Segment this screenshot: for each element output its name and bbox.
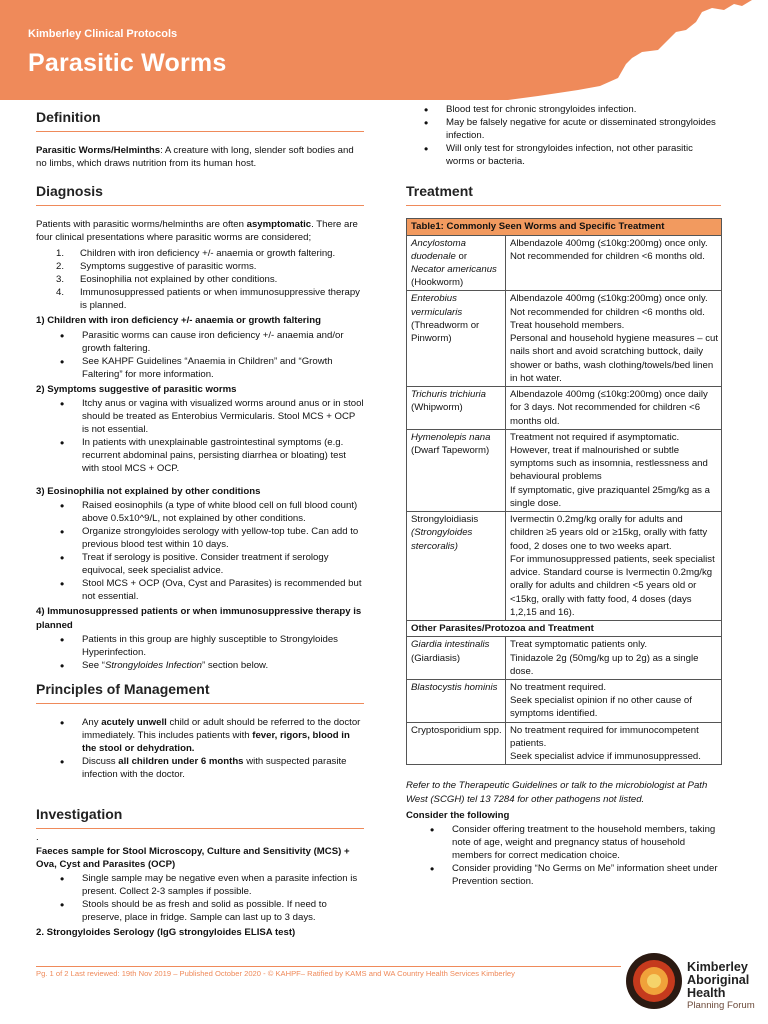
table-row: Ancylostoma duodenale or Necator americanus (Hookworm) Albendazole 400mg (≤10kg:200mg) once only. Not recommended for children <6 months old. [407, 235, 722, 291]
list-item: • See KAHPF Guidelines “Anaemia in Children” and “Growth Faltering” for more information. [58, 355, 364, 381]
principles-heading: Principles of Management [36, 674, 364, 704]
table-subtitle: Other Parasites/Protozoa and Treatment [407, 621, 722, 637]
kimberley-map-silhouette [508, 0, 768, 100]
diagnosis-list-2 [58, 397, 364, 475]
table-row: Strongyloidiasis (Strongyloides stercoralis) Ivermectin 0.2mg/kg orally for adults and children ≥5 years old or ≥15kg, orally with fatty food, 2 doses one to two weeks apart. For immunosuppressed patients, seek specialist advice. Standard course is Ivermectin 0.2mg/kg orally for adults and children <5 years old or <15kg, orally with fatty food, 4 doses (days 1,2,15 and 16). [407, 512, 722, 621]
treatment-cell: No treatment required. Seek specialist opinion if no other cause of symptoms identified. [506, 680, 722, 723]
definition-text: Parasitic Worms/Helminths: A creature with long, slender soft bodies and no limbs, which draws nutrition from its human host. [36, 145, 354, 170]
treatment-cell: Treat symptomatic patients only. Tinidazole 2g (50mg/kg up to 2g) as a single dose. [506, 637, 722, 680]
treatment-cell: Ivermectin 0.2mg/kg orally for adults and children ≥5 years old or ≥15kg, orally with fatty food, 2 doses one to two weeks apart. For immunosuppressed patients, seek specialist advice. Standard course is Ivermectin 0.2mg/kg orally for adults and children <5 years old or <15kg, orally with fatty food, 4 doses (days 1,2,15 and 16). [506, 512, 722, 621]
table-title: Table1: Commonly Seen Worms and Specific Treatment [407, 219, 722, 235]
list-item: • Consider providing “No Germs on Me” information sheet under Prevention section. [428, 862, 721, 888]
presentation-list [56, 247, 364, 312]
list-item: 3. Eosinophilia not explained by other conditions. [56, 274, 278, 286]
page-title: Parasitic Worms [28, 49, 227, 77]
list-item: • Patients in this group are highly susceptible to Strongyloides Hyperinfection. [58, 633, 364, 659]
investigation-subheading-2: 2. Strongyloides Serology (IgG strongyloides ELISA test) [36, 926, 296, 938]
consider-list [428, 823, 721, 888]
diagnosis-subheading-3: 3) Eosinophilia not explained by other conditions [36, 486, 261, 498]
list-item: • Stools should be as fresh and solid as possible. If need to preserve, place in fridge. Sample can last up to 3 days. [58, 898, 364, 924]
list-item: • Treat if serology is positive. Consider treatment if serology equivocal, seek specialist advice. [58, 551, 364, 577]
treatment-cell: No treatment required for immunocompetent patients. Seek specialist advice if immunosuppressed. [506, 722, 722, 765]
kahpf-logo-icon [625, 945, 683, 1017]
list-item: • Raised eosinophils (a type of white blood cell on full blood count) above 0.5x10^9/L, not explained by other conditions. [58, 499, 364, 525]
diagnosis-list-3 [58, 499, 364, 603]
right-column [406, 102, 721, 891]
serology-list [422, 103, 721, 168]
list-item: • Organize strongyloides serology with yellow-top tube. Can add to previous blood test within 10 days. [58, 525, 364, 551]
table-row: Giardia intestinalis (Giardiasis) Treat symptomatic patients only. Tinidazole 2g (50mg/kg up to 2g) as a single dose. [407, 637, 722, 680]
investigation-heading: Investigation [36, 799, 364, 829]
table-row: Hymenolepis nana (Dwarf Tapeworm) Treatment not required if asymptomatic. However, treat if malnourished or subtle symptoms such as insomnia, restlessness and behavioural problems If symptomatic, give praziquantel 25mg/kg as a single dose. [407, 429, 722, 511]
definition-heading: Definition [36, 104, 364, 132]
diagnosis-intro: Patients with parasitic worms/helminths are often asymptomatic. There are four clinical presentations where parasitic worms are considered; [36, 219, 358, 244]
treatment-cell: Albendazole 400mg (≤10kg:200mg) once only. Not recommended for children <6 months old. Treat household members. Personal and household hygiene measures – cut nails short and avoid scratching buttock, daily shower or baths, wash clothing/towels/bed linen in hot water. [506, 291, 722, 387]
diagnosis-list-4 [58, 633, 364, 672]
diagnosis-list-1 [58, 329, 364, 381]
table-row: Trichuris trichiuria (Whipworm) Albendazole 400mg (≤10kg:200mg) once daily for 3 days. Not recommended for children <6 months old. [407, 387, 722, 430]
footer-text: Pg. 1 of 2 Last reviewed: 19th Nov 2019 – Published October 2020 - © KAHPF– Ratified by KAMS and WA Country Health Services Kimberley [36, 969, 515, 978]
reference-note: Refer to the Therapeutic Guidelines or talk to the microbiologist at Path West (SCGH) tel 13 7284 for other pathogens not listed. [406, 780, 708, 805]
table-row: Cryptosporidium spp. No treatment required for immunocompetent patients. Seek specialist advice if immunosuppressed. [407, 722, 722, 765]
treatment-cell: Treatment not required if asymptomatic. However, treat if malnourished or subtle symptoms such as insomnia, restlessness and behavioural problems If symptomatic, give praziquantel 25mg/kg as a single dose. [506, 429, 722, 511]
treatment-heading: Treatment [406, 176, 721, 206]
list-item: • Blood test for chronic strongyloides infection. [422, 103, 721, 116]
investigation-dot: . [36, 832, 39, 843]
diagnosis-subheading-2: 2) Symptoms suggestive of parasitic worms [36, 383, 237, 395]
table-row: Blastocystis hominis No treatment required. Seek specialist opinion if no other cause of symptoms identified. [407, 680, 722, 723]
treatment-cell: Albendazole 400mg (≤10kg:200mg) once daily for 3 days. Not recommended for children <6 months old. [506, 387, 722, 430]
list-item: • Single sample may be negative even when a parasite infection is present. Collect 2-3 samples if possible. [58, 872, 364, 898]
left-column [36, 104, 364, 939]
header-banner [0, 0, 768, 100]
list-item: • Consider offering treatment to the household members, taking note of age, weight and pregnancy status of household members for correct medication choice. [428, 823, 721, 862]
logo-text: Kimberley Aboriginal Health Planning Forum [687, 960, 755, 1011]
diagnosis-subheading-4: 4) Immunosuppressed patients or when immunosuppressive therapy is planned [36, 606, 362, 631]
list-item: • Stool MCS + OCP (Ova, Cyst and Parasites) is recommended but not essential. [58, 577, 364, 603]
list-item: • Any acutely unwell child or adult should be referred to the doctor immediately. This includes patients with fever, rigors, blood in the stool or dehydration. [58, 716, 364, 755]
treatment-table [406, 218, 722, 765]
list-item: • Will only test for strongyloides infection, not other parasitic worms or bacteria. [422, 142, 721, 168]
list-item: 2. Symptoms suggestive of parasitic worms. [56, 261, 257, 273]
investigation-list-1 [58, 872, 364, 924]
diagnosis-heading: Diagnosis [36, 176, 364, 206]
treatment-cell: Albendazole 400mg (≤10kg:200mg) once only. Not recommended for children <6 months old. [506, 235, 722, 291]
table-row: Enterobius vermicularis (Threadworm or Pinworm) Albendazole 400mg (≤10kg:200mg) once only. Not recommended for children <6 months old. Treat household members. Personal and household hygiene measures – cut nails short and avoid scratching buttock, daily shower or baths, wash clothing/towels/bed linen in hot water. [407, 291, 722, 387]
consider-heading: Consider the following [406, 810, 510, 822]
principles-list [58, 716, 364, 781]
diagnosis-subheading-1: 1) Children with iron deficiency +/- anaemia or growth faltering [36, 315, 321, 327]
list-item: • Discuss all children under 6 months with suspected parasite infection with the doctor. [58, 755, 364, 781]
list-item: • Parasitic worms can cause iron deficiency +/- anaemia and/or growth faltering. [58, 329, 364, 355]
list-item: 1. Children with iron deficiency +/- anaemia or growth faltering. [56, 248, 336, 260]
list-item: • Itchy anus or vagina with visualized worms around anus or in stool should be treated as Enterobius Vermicularis. Stool MCS + OCP is not essential. [58, 397, 364, 436]
list-item: 4. Immunosuppressed patients or when immunosuppressive therapy is planned. [56, 287, 360, 312]
investigation-subheading-1: Faeces sample for Stool Microscopy, Culture and Sensitivity (MCS) + Ova, Cyst and Parasites (OCP) [36, 845, 350, 870]
org-name: Kimberley Clinical Protocols [28, 28, 178, 40]
list-item: • See “Strongyloides Infection” section below. [58, 659, 364, 672]
list-item: • May be falsely negative for acute or disseminated strongyloides infection. [422, 116, 721, 142]
footer-divider [36, 966, 621, 967]
list-item: • In patients with unexplainable gastrointestinal symptoms (e.g. recurrent abdominal pains, persisting diarrhea or bloating) test with stool MCS + OCP. [58, 436, 364, 475]
